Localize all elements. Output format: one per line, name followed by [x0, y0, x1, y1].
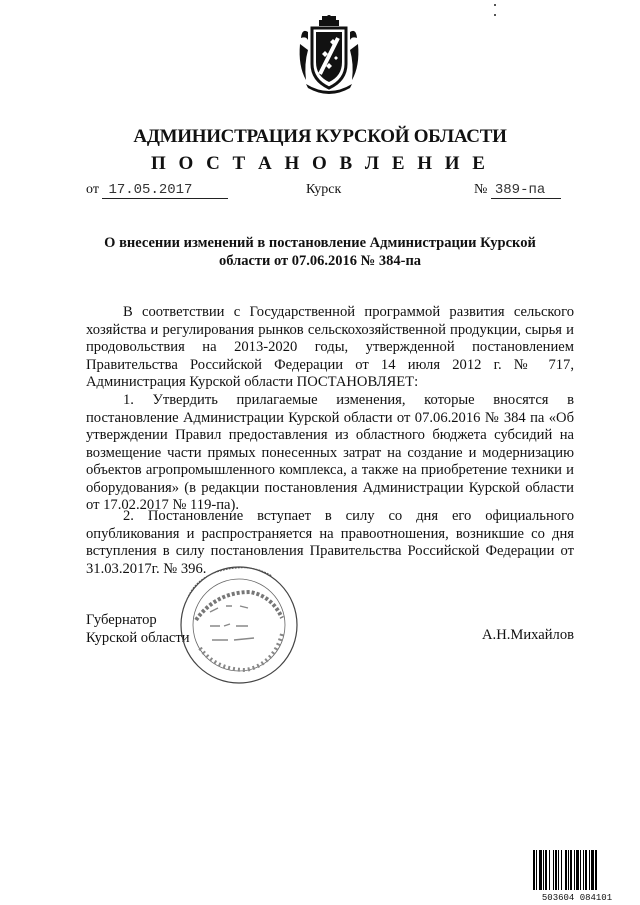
number-prefix: № [474, 182, 488, 197]
barcode-number: 503604 084101 [532, 893, 622, 903]
signatory-role-line-2: Курской области [86, 630, 190, 646]
official-stamp [176, 562, 302, 688]
signatory-role-line-1: Губернатор [86, 612, 157, 628]
body-paragraph-2: 1. Утвердить прилагаемые изменения, которые вносятся в постановление Администрации Курской области от 07.06.2016 № 384 па «Об утверждении Правил предоставления из областного бюджета субсидий на возмещение части прямых понесенных затрат на создание и модернизацию объектов агропромышленного комплекса, а также на приобретение техники и оборудования» (в редакции постановления Администрации Курской области от 17.02.2017 № 119-па). [86, 392, 574, 513]
signatory-role [86, 611, 190, 647]
barcode-bar [580, 850, 581, 890]
date-value: 17.05.2017 [108, 182, 193, 198]
barcode-bar [545, 850, 547, 890]
barcode-bar [576, 850, 579, 890]
barcode-bar [565, 850, 567, 890]
number-value: 389-па [494, 182, 546, 198]
subject-heading [60, 234, 580, 270]
barcode-bar [568, 850, 569, 890]
signatory-name: А.Н.Михайлов [482, 627, 575, 643]
barcode-bar [553, 850, 554, 890]
body-paragraph-1: В соответствии с Государственной программой развития сельского хозяйства и регулирования рынков сельскохозяйственной продукции, сырья и продовольствия на 2013-2020 годы, утвержденной постановлением Правительства Российской Федерации от 14 июля 2012 г. № 717, Администрация Курской области ПОСТАНОВЛЯЕТ: [86, 304, 574, 390]
date-prefix: от [86, 182, 99, 197]
barcode-bar [539, 850, 542, 890]
subject-line-2: области от 07.06.2016 № 384-па [218, 253, 422, 269]
barcode-bar [585, 850, 587, 890]
barcode-bar [543, 850, 544, 890]
barcode-bar [533, 850, 535, 890]
barcode-bar [574, 850, 575, 890]
barcode-bar [589, 850, 590, 890]
barcode-bar [595, 850, 597, 890]
subject-line-1: О внесении изменений в постановление Администрации Курской [104, 235, 536, 251]
barcode-bar [591, 850, 594, 890]
city-label: Курск [306, 182, 342, 197]
barcode-bar [570, 850, 572, 890]
barcode-bar [558, 850, 559, 890]
body-paragraph-3: 2. Постановление вступает в силу со дня его официального опубликования и распространяется на правоотношения, возникшие со дня вступления в силу постановления Правительства Российской Федерации от 31.03.2017г. № 396. [86, 508, 574, 577]
barcode-bar [561, 850, 562, 890]
barcode-bar [583, 850, 584, 890]
coat-of-arms-emblem [298, 14, 360, 96]
document-type-title: П О С Т А Н О В Л Е Н И Е [151, 153, 489, 174]
barcode-bar [555, 850, 557, 890]
barcode-image [532, 850, 622, 894]
barcode-bar [536, 850, 537, 890]
date-value-line [102, 182, 228, 199]
date-field [86, 182, 228, 199]
number-field [474, 182, 561, 199]
speck-mark [494, 4, 496, 6]
number-value-line [491, 182, 561, 199]
barcode-bar [549, 850, 550, 890]
speck-mark [494, 14, 496, 16]
organization-title: АДМИНИСТРАЦИЯ КУРСКОЙ ОБЛАСТИ [133, 126, 507, 147]
